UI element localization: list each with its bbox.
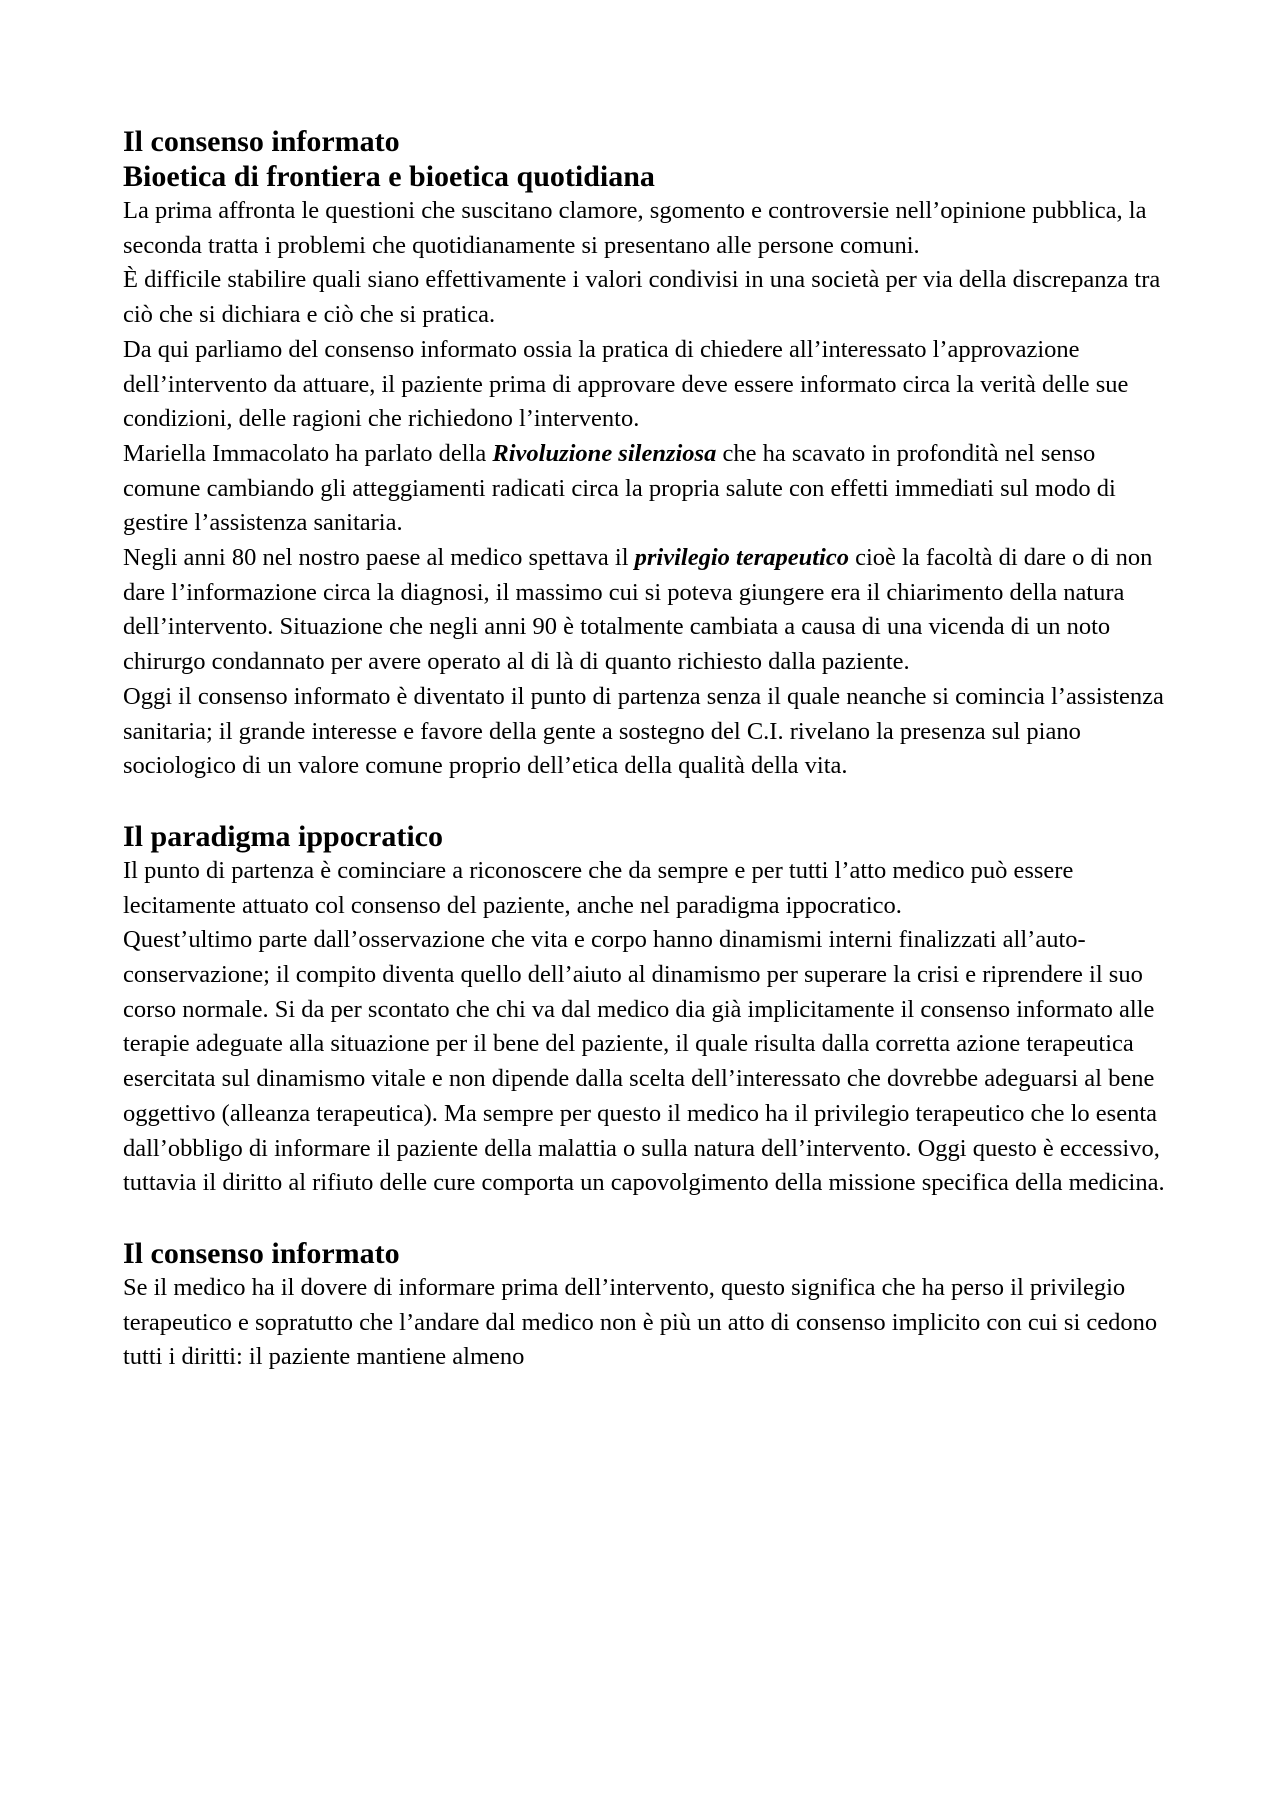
emphasized-term: privilegio terapeutico (634, 544, 849, 572)
paragraph: La prima affronta le questioni che suscitano clamore, sgomento e controversie nell’opinione pubblica, la seconda tratta i problemi che quotidianamente si presentano alle persone comuni. (123, 197, 1147, 259)
document-body (123, 124, 1173, 1375)
document-title: Il consenso informato (123, 125, 400, 158)
section-paradigma-ippocratico (123, 819, 1173, 1201)
paragraph: Se il medico ha il dovere di informare prima dell’intervento, questo significa che ha perso il privilegio terapeutico e sopratutto che l’andare dal medico non è più un atto di consenso implicito con cui si cedono tutti i diritti: il paziente mantiene almeno (123, 1273, 1158, 1371)
paragraph-text: che ha scavato in profondità nel senso comune cambiando gli atteggiamenti radicati circa la propria salute con effetti immediati sul modo di gestire l’assistenza sanitaria. (123, 439, 1116, 537)
paragraph: Oggi il consenso informato è diventato il punto di partenza senza il quale neanche si comincia l’assistenza sanitaria; il grande interesse e favore della gente a sostegno del C.I. rivelano la presenza sul piano sociologico di un valore comune proprio dell’etica della qualità della vita. (123, 682, 1164, 780)
paragraph: Quest’ultimo parte dall’osservazione che vita e corpo hanno dinamismi interni finalizzati all’auto-conservazione; il compito diventa quello dell’aiuto al dinamismo per superare la crisi e riprendere il suo corso normale. Si da per scontato che chi va dal medico dia già implicitamente il consenso informato alle terapie adeguate alla situazione per il bene del paziente, il quale risulta dalla corretta azione terapeutica esercitata sul dinamismo vitale e non dipende dalla scelta dell’interessato che dovrebbe adeguarsi al bene oggettivo (alleanza terapeutica). Ma sempre per questo il medico ha il privilegio terapeutico che lo esenta dall’obbligo di informare il paziente della malattia o sulla natura dell’intervento. Oggi questo è eccessivo, tuttavia il diritto al rifiuto delle cure comporta un capovolgimento della missione specifica della medicina. (123, 926, 1165, 1197)
paragraph: Il punto di partenza è cominciare a riconoscere che da sempre e per tutti l’atto medico può essere lecitamente attuato col consenso del paziente, anche nel paradigma ippocratico. (123, 856, 1074, 919)
section-consenso-informato-intro (123, 124, 1173, 784)
paragraph-text: Mariella Immacolato ha parlato della (123, 439, 493, 467)
paragraph-text: cioè la facoltà di dare o di non dare l’informazione circa la diagnosi, il massimo cui si poteva giungere era il chiarimento della natura dell’intervento. Situazione che negli anni 90 è totalmente cambiata a causa di una vicenda di un noto chirurgo condannato per avere operato al di là di quanto richiesto dalla paziente. (123, 544, 1153, 676)
paragraph (123, 541, 1173, 680)
section-heading: Bioetica di frontiera e bioetica quotidiana (123, 160, 655, 193)
paragraph: È difficile stabilire quali siano effettivamente i valori condivisi in una società per via della discrepanza tra ciò che si dichiara e ciò che si pratica. (123, 266, 1161, 329)
section-heading: Il consenso informato (123, 1236, 400, 1270)
emphasized-term: Rivoluzione silenziosa (492, 439, 717, 467)
section-heading: Il paradigma ippocratico (123, 819, 443, 853)
paragraph: Da qui parliamo del consenso informato ossia la pratica di chiedere all’interessato l’approvazione dell’intervento da attuare, il paziente prima di approvare deve essere informato circa la verità delle sue condizioni, delle ragioni che richiedono l’intervento. (123, 335, 1129, 433)
paragraph (123, 437, 1173, 541)
paragraph-text: Negli anni 80 nel nostro paese al medico spettava il (123, 544, 635, 572)
section-consenso-informato (123, 1236, 1173, 1375)
